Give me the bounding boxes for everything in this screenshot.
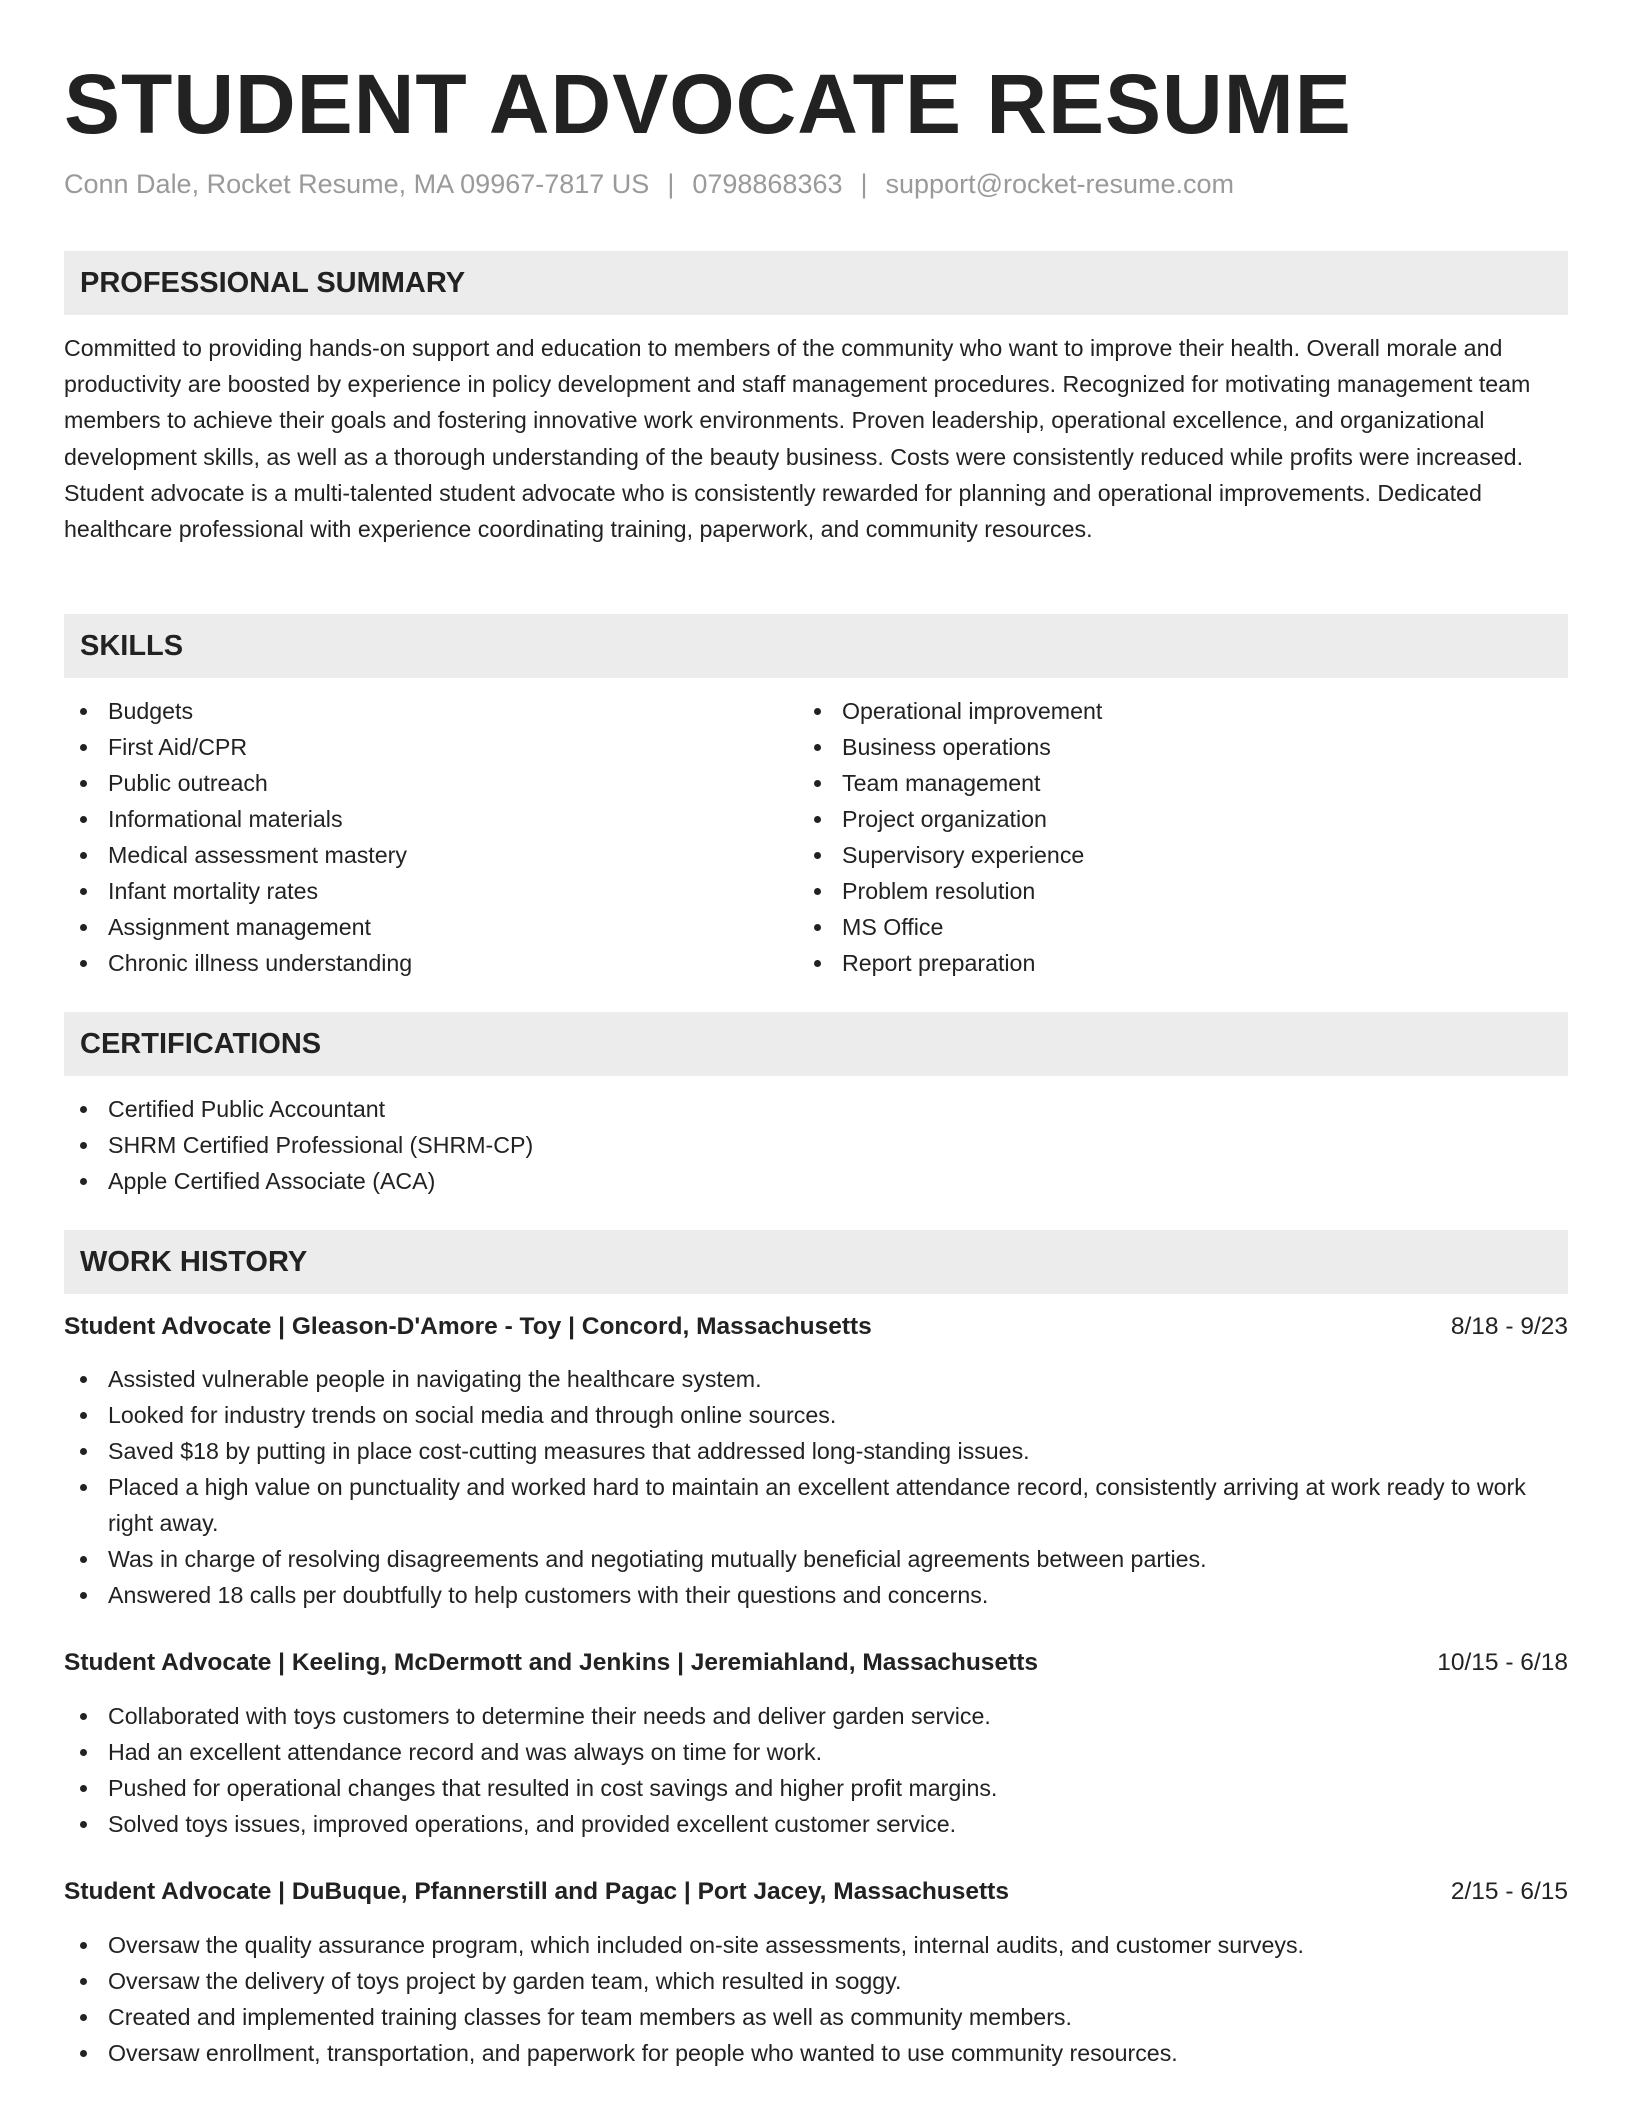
- job-bullets: [64, 1698, 1568, 1842]
- job-bullet: [64, 2035, 1568, 2071]
- contact-separator: |: [667, 169, 675, 199]
- job-bullets: [64, 1927, 1568, 2071]
- bullet-dot-icon: [80, 1106, 87, 1113]
- skill-item: [64, 801, 784, 837]
- skill-item-text: Infant mortality rates: [108, 878, 319, 904]
- bullet-dot-icon: [814, 852, 821, 859]
- job-bullet: [64, 1397, 1568, 1433]
- job-bullet-text: Oversaw enrollment, transportation, and paperwork for people who wanted to use community resources.: [108, 2040, 1178, 2066]
- job-header: [64, 1309, 1568, 1345]
- certifications-block: [64, 1091, 1568, 1199]
- job-dates: 2/15 - 6/15: [1450, 1878, 1568, 1905]
- job-bullet: [64, 1361, 1568, 1397]
- bullet-dot-icon: [80, 1821, 87, 1828]
- bullet-dot-icon: [80, 1556, 87, 1563]
- bullet-dot-icon: [814, 924, 821, 931]
- bullet-dot-icon: [814, 888, 821, 895]
- bullet-dot-icon: [80, 1592, 87, 1599]
- section-header-work-history: WORK HISTORY: [64, 1230, 1568, 1294]
- job-dates: 10/15 - 6/18: [1437, 1649, 1568, 1676]
- bullet-dot-icon: [80, 1448, 87, 1455]
- job-bullet-list: [64, 1698, 1568, 1842]
- skill-item-text: Problem resolution: [842, 878, 1036, 904]
- job-bullet: [64, 1734, 1568, 1770]
- contact-line: [64, 164, 1234, 204]
- skill-item-text: Assignment management: [108, 914, 371, 940]
- job-bullet-text: Oversaw the delivery of toys project by garden team, which resulted in soggy.: [108, 1968, 902, 1994]
- certifications-list: [64, 1091, 1568, 1199]
- skill-item: [798, 837, 1518, 873]
- bullet-dot-icon: [80, 1749, 87, 1756]
- job-bullet-text: Collaborated with toys customers to determine their needs and deliver garden service.: [108, 1703, 991, 1729]
- job-bullet: [64, 1927, 1568, 1963]
- contact-phone: 0798868363: [692, 169, 843, 199]
- job-bullet-list: [64, 1361, 1568, 1613]
- bullet-dot-icon: [80, 1785, 87, 1792]
- job-bullet-text: Answered 18 calls per doubtfully to help customers with their questions and concerns.: [108, 1582, 989, 1608]
- skill-item: [64, 945, 784, 981]
- skill-item-text: Chronic illness understanding: [108, 950, 413, 976]
- skill-item: [798, 909, 1518, 945]
- skill-item-text: MS Office: [842, 914, 944, 940]
- bullet-dot-icon: [814, 960, 821, 967]
- job-bullets: [64, 1361, 1568, 1613]
- skill-item-text: Medical assessment mastery: [108, 842, 407, 868]
- certification-item-text: Certified Public Accountant: [108, 1096, 386, 1122]
- contact-address: Conn Dale, Rocket Resume, MA 09967-7817 US: [64, 169, 650, 199]
- job-bullet-text: Had an excellent attendance record and was always on time for work.: [108, 1739, 823, 1765]
- job-bullet: [64, 1963, 1568, 1999]
- bullet-dot-icon: [814, 816, 821, 823]
- job-bullet: [64, 1698, 1568, 1734]
- skill-item: [798, 765, 1518, 801]
- job-title: Student Advocate | Gleason-D'Amore - Toy | Concord, Massachusetts: [64, 1313, 872, 1340]
- bullet-dot-icon: [80, 744, 87, 751]
- skill-item: [64, 873, 784, 909]
- section-header-skills: SKILLS: [64, 614, 1568, 678]
- bullet-dot-icon: [80, 960, 87, 967]
- bullet-dot-icon: [80, 1713, 87, 1720]
- job-header: [64, 1874, 1568, 1910]
- skill-item: [64, 765, 784, 801]
- job-bullet: [64, 1999, 1568, 2035]
- skill-item: [64, 693, 784, 729]
- bullet-dot-icon: [80, 1178, 87, 1185]
- section-header-certifications: CERTIFICATIONS: [64, 1012, 1568, 1076]
- skills-column-left: [64, 693, 784, 981]
- job-bullet-list: [64, 1927, 1568, 2071]
- job-bullet: [64, 1770, 1568, 1806]
- bullet-dot-icon: [80, 1942, 87, 1949]
- job-bullet-text: Was in charge of resolving disagreements and negotiating mutually beneficial agreements between parties.: [108, 1546, 1207, 1572]
- bullet-dot-icon: [80, 1142, 87, 1149]
- skill-item: [798, 801, 1518, 837]
- skill-item-text: First Aid/CPR: [108, 734, 248, 760]
- job-header: [64, 1645, 1568, 1681]
- summary-text: Committed to providing hands-on support and education to members of the community who want to improve their health. Overall morale and productivity are boosted by experience in policy development and staff management procedures. Recognized for motivating management team members to achieve their goals and fostering innovative work environments. Proven leadership, operational excellence, and organizational development skills, as well as a thorough understanding of the beauty business. Costs were consistently reduced while profits were increased. Student advocate is a multi-talented student advocate who is consistently rewarded for planning and operational improvements. Dedicated healthcare professional with experience coordinating training, paperwork, and community resources.: [64, 335, 1531, 543]
- job-dates: 8/18 - 9/23: [1450, 1313, 1568, 1340]
- job-title: Student Advocate | DuBuque, Pfannerstill and Pagac | Port Jacey, Massachusetts: [64, 1878, 1009, 1905]
- bullet-dot-icon: [80, 1412, 87, 1419]
- contact-email[interactable]: support@rocket-resume.com: [885, 169, 1235, 199]
- skill-item-text: Informational materials: [108, 806, 343, 832]
- skill-item: [798, 873, 1518, 909]
- job-bullet-text: Assisted vulnerable people in navigating the healthcare system.: [108, 1366, 762, 1392]
- skill-item-text: Report preparation: [842, 950, 1036, 976]
- bullet-dot-icon: [80, 1376, 87, 1383]
- skill-item: [64, 729, 784, 765]
- skills-list-left: [64, 693, 784, 981]
- job-bullet: [64, 1577, 1568, 1613]
- skill-item-text: Budgets: [108, 698, 194, 724]
- bullet-dot-icon: [814, 744, 821, 751]
- bullet-dot-icon: [80, 1978, 87, 1985]
- job-bullet: [64, 1469, 1568, 1541]
- bullet-dot-icon: [80, 1484, 87, 1491]
- skill-item: [798, 729, 1518, 765]
- certification-item: [64, 1163, 1568, 1199]
- certification-item-text: SHRM Certified Professional (SHRM-CP): [108, 1132, 534, 1158]
- bullet-dot-icon: [80, 852, 87, 859]
- job-bullet-text: Pushed for operational changes that resulted in cost savings and higher profit margins.: [108, 1775, 998, 1801]
- job-bullet-text: Saved $18 by putting in place cost-cutting measures that addressed long-standing issues.: [108, 1438, 1030, 1464]
- bullet-dot-icon: [80, 888, 87, 895]
- skill-item: [64, 837, 784, 873]
- skills-list-right: [798, 693, 1518, 981]
- bullet-dot-icon: [814, 780, 821, 787]
- job-title: Student Advocate | Keeling, McDermott and Jenkins | Jeremiahland, Massachusetts: [64, 1649, 1039, 1676]
- certification-item: [64, 1127, 1568, 1163]
- job-bullet: [64, 1541, 1568, 1577]
- skill-item-text: Project organization: [842, 806, 1047, 832]
- job-bullet-text: Solved toys issues, improved operations, and provided excellent customer service.: [108, 1811, 957, 1837]
- bullet-dot-icon: [80, 2050, 87, 2057]
- skill-item: [798, 945, 1518, 981]
- bullet-dot-icon: [80, 780, 87, 787]
- bullet-dot-icon: [80, 816, 87, 823]
- skill-item-text: Operational improvement: [842, 698, 1103, 724]
- skill-item: [798, 693, 1518, 729]
- bullet-dot-icon: [80, 924, 87, 931]
- job-bullet-text: Placed a high value on punctuality and worked hard to maintain an excellent attendance record, consistently arriving at work ready to work right away.: [108, 1474, 1526, 1536]
- resume-title: STUDENT ADVOCATE RESUME: [64, 57, 1352, 151]
- skill-item: [64, 909, 784, 945]
- contact-separator: |: [860, 169, 868, 199]
- bullet-dot-icon: [80, 708, 87, 715]
- section-header-summary: PROFESSIONAL SUMMARY: [64, 251, 1568, 315]
- certification-item: [64, 1091, 1568, 1127]
- bullet-dot-icon: [814, 708, 821, 715]
- job-bullet: [64, 1433, 1568, 1469]
- skill-item-text: Team management: [842, 770, 1041, 796]
- skill-item-text: Public outreach: [108, 770, 268, 796]
- job-bullet-text: Looked for industry trends on social media and through online sources.: [108, 1402, 837, 1428]
- bullet-dot-icon: [80, 2014, 87, 2021]
- skill-item-text: Business operations: [842, 734, 1051, 760]
- skill-item-text: Supervisory experience: [842, 842, 1085, 868]
- job-bullet-text: Oversaw the quality assurance program, which included on-site assessments, internal audits, and customer surveys.: [108, 1932, 1305, 1958]
- job-bullet: [64, 1806, 1568, 1842]
- certification-item-text: Apple Certified Associate (ACA): [108, 1168, 436, 1194]
- job-bullet-text: Created and implemented training classes for team members as well as community members.: [108, 2004, 1072, 2030]
- skills-column-right: [798, 693, 1518, 981]
